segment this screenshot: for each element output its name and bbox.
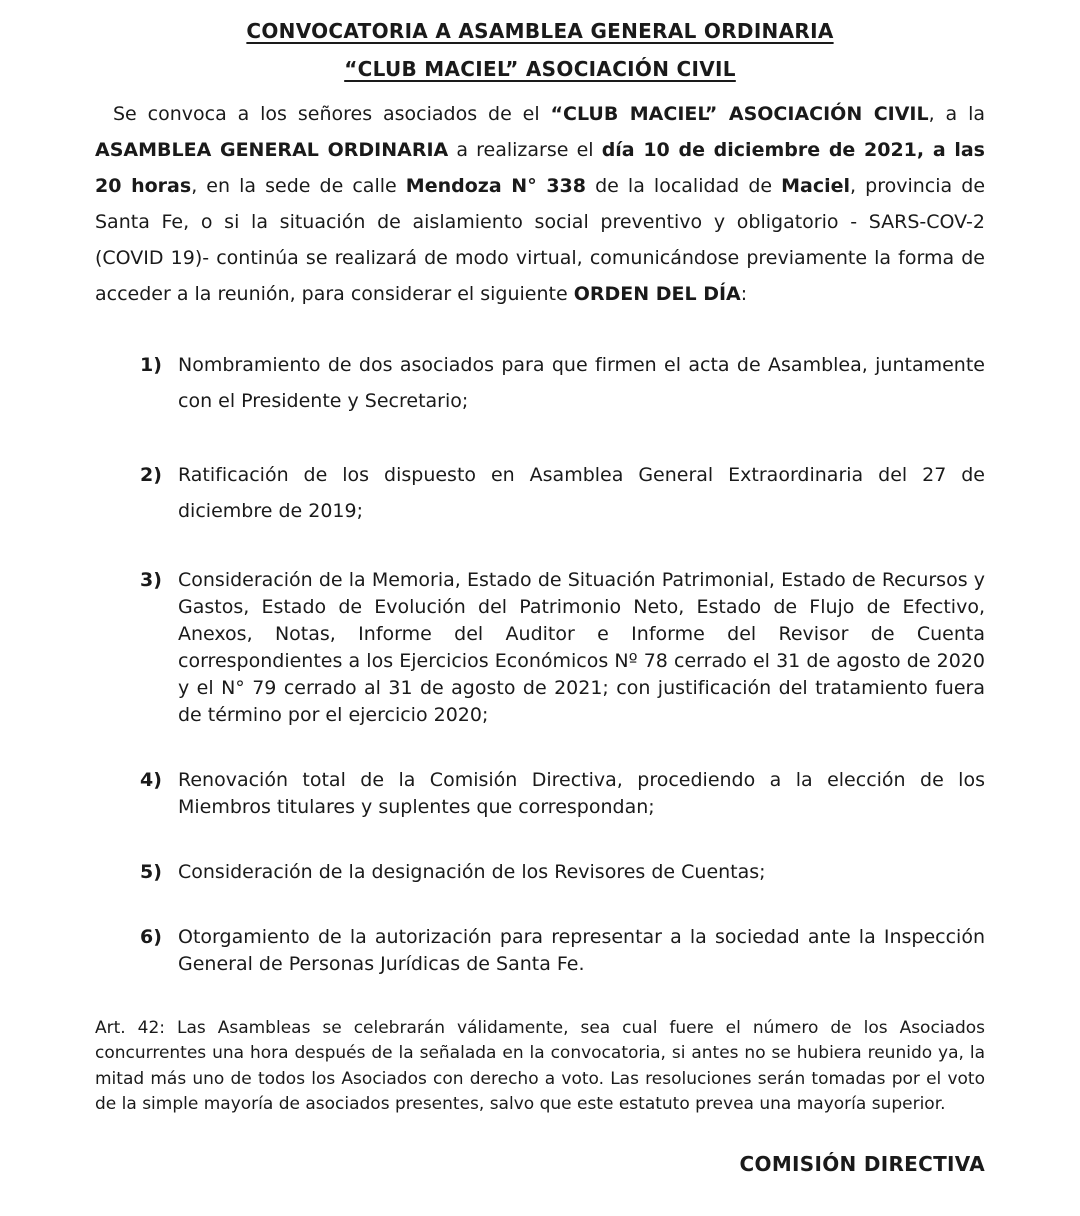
agenda-item-number: 4): [140, 768, 162, 791]
intro-segment: a realizarse el: [448, 139, 602, 162]
agenda-list: [140, 347, 985, 978]
agenda-item-text: Consideración de la designación de los Revisores de Cuentas;: [178, 860, 766, 883]
intro-segment: :: [740, 283, 748, 306]
intro-segment: , provincia de Santa Fe, o si la situación de aislamiento social preventivo y obligatorio - SARS-COV-2 (COVID 19)- continúa se realizará de modo virtual, comunicándose previamente la forma de acceder a la reunión, para considerar el siguiente: [95, 175, 986, 306]
agenda-item-number: 5): [140, 860, 162, 883]
agenda-item-text: Renovación total de la Comisión Directiva, procediendo a la elección de los Miembros titulares y suplentes que correspondan;: [178, 768, 985, 818]
document-subtitle: “CLUB MACIEL” ASOCIACIÓN CIVIL: [344, 57, 736, 81]
intro-segment-club-name: “CLUB MACIEL” ASOCIACIÓN CIVIL: [550, 103, 929, 125]
agenda-item-2: [140, 457, 985, 529]
intro-segment-date-time: día 10 de diciembre de 2021, a las 20 horas: [95, 139, 985, 198]
intro-segment: , en la sede de calle: [191, 175, 406, 198]
intro-segment: de la localidad de: [586, 175, 782, 198]
agenda-item-text: Ratificación de los dispuesto en Asamblea General Extraordinaria del 27 de diciembre de 2019;: [178, 463, 985, 522]
agenda-item-3: [140, 567, 985, 729]
intro-segment-city: Maciel: [781, 175, 851, 198]
agenda-item-number: 1): [140, 353, 162, 376]
intro-segment-assembly: ASAMBLEA GENERAL ORDINARIA: [95, 139, 449, 162]
agenda-item-text: Consideración de la Memoria, Estado de Situación Patrimonial, Estado de Recursos y Gastos, Estado de Evolución del Patrimonio Neto, Estado de Flujo de Efectivo, Anexos, Notas, Informe del Auditor e Informe del Revisor de Cuenta correspondientes a los Ejercicios Económicos Nº 78 cerrado el 31 de agosto de 2020 y el N° 79 cerrado al 31 de agosto de 2021; con justificación del tratamiento fuera de término por el ejercicio 2020;: [178, 568, 985, 726]
agenda-item-number: 2): [140, 463, 162, 486]
intro-segment-address: Mendoza N° 338: [405, 175, 587, 198]
signature: COMISIÓN DIRECTIVA: [739, 1151, 985, 1176]
intro-segment: , a la: [928, 103, 985, 125]
agenda-item-text: Nombramiento de dos asociados para que firmen el acta de Asamblea, juntamente con el Presidente y Secretario;: [178, 353, 985, 412]
intro-segment-agenda-label: ORDEN DEL DÍA: [573, 283, 741, 306]
agenda-item-5: [140, 859, 985, 886]
intro-paragraph: [95, 96, 985, 313]
document-title: CONVOCATORIA A ASAMBLEA GENERAL ORDINARIA: [246, 19, 834, 43]
agenda-item-1: [140, 347, 985, 419]
agenda-item-6: [140, 924, 985, 978]
agenda-item-4: [140, 767, 985, 821]
intro-segment: Se convoca a los señores asociados de el: [113, 103, 551, 125]
agenda-item-text: Otorgamiento de la autorización para representar a la sociedad ante la Inspección General de Personas Jurídicas de Santa Fe.: [178, 925, 985, 975]
agenda-item-number: 6): [140, 925, 162, 948]
footnote-article-42: Art. 42: Las Asambleas se celebrarán válidamente, sea cual fuere el número de los Asociados concurrentes una hora después de la señalada en la convocatoria, si antes no se hubiera reunido ya, la mitad más uno de todos los Asociados con derecho a voto. Las resoluciones serán tomadas por el voto de la simple mayoría de asociados presentes, salvo que este estatuto prevea una mayoría superior.: [95, 1017, 985, 1115]
agenda-item-number: 3): [140, 568, 162, 591]
